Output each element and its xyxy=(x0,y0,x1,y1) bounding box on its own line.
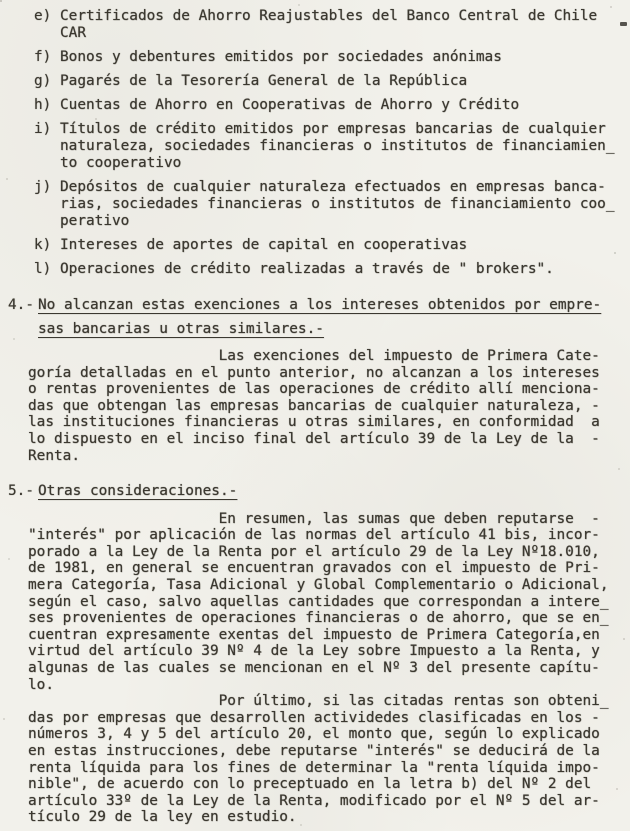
list-item-marker: e) xyxy=(34,8,52,24)
text-line: "interés" por aplicación de las normas del artículo 41 bis, incor- xyxy=(28,527,600,544)
text-line: de 1981, en general se encuentran gravados con el impuesto de Pri- xyxy=(28,560,600,577)
text-line: Bonos y debentures emitidos por sociedades anónimas xyxy=(60,49,502,65)
list-item-j xyxy=(34,179,630,230)
list-item-marker: k) xyxy=(34,237,52,253)
list-item-text xyxy=(60,73,467,90)
scan-edge-mark xyxy=(620,22,627,26)
section-5-paragraph-1 xyxy=(28,511,630,694)
text-line: nible", de acuerdo con lo preceptuado en la letra b) del Nº 2 del xyxy=(28,776,592,793)
list-item-text xyxy=(60,179,615,230)
section-number: 4.- xyxy=(8,297,34,313)
text-line: Depósitos de cualquier naturaleza efectuados en empresas banca- xyxy=(60,179,606,195)
text-line: porado a la Ley de la Renta por el artículo 29 de la Ley Nº18.010, xyxy=(28,543,600,560)
list-item-k xyxy=(34,237,630,254)
text-line: Intereses de aportes de capital en cooperativas xyxy=(60,237,468,253)
text-line: Las exenciones del impuesto de Primera Cate- xyxy=(28,348,600,364)
text-line: según el caso, salvo aquellas cantidades que correspondan a intere̲ xyxy=(28,593,609,610)
text-line: das que obtengan las empresas bancarias de cualquier naturaleza, - xyxy=(28,397,600,414)
text-line: Pagarés de la Tesorería General de la República xyxy=(60,73,468,89)
list-item-text xyxy=(60,8,597,42)
section-5-paragraph-2 xyxy=(28,693,630,826)
text-line: Cuentas de Ahorro en Cooperativas de Ahorro y Crédito xyxy=(60,97,520,113)
paper-noise xyxy=(0,0,2,2)
text-line: renta líquida para los fines de determinar la "renta líquida impo- xyxy=(28,759,600,776)
list-item-text xyxy=(60,121,615,172)
text-line: Operaciones de crédito realizadas a través de " brokers". xyxy=(60,261,554,277)
heading-line: Otras consideraciones.- xyxy=(38,483,238,500)
list-item-marker: f) xyxy=(34,49,52,65)
heading-line: sas bancarias u otras similares.- xyxy=(38,320,324,337)
text-line: En resumen, las sumas que deben reputarse - xyxy=(28,510,600,527)
exemption-list xyxy=(34,8,630,278)
text-line: Títulos de crédito emitidos por empresas bancarias de cualquier xyxy=(60,121,606,137)
section-heading-text xyxy=(38,480,237,504)
list-item-e xyxy=(34,8,630,42)
text-line: virtud del artículo 39 Nº 4 de la Ley sobre Impuesto a la Renta, y xyxy=(28,643,600,660)
list-item-text xyxy=(60,237,467,254)
list-item-marker: i) xyxy=(34,121,52,137)
text-line: o rentas provenientes de las operaciones de crédito allí menciona- xyxy=(28,381,600,398)
section-heading-text xyxy=(38,294,601,341)
text-line: números 3, 4 y 5 del artículo 20, el monto que, según lo explicado xyxy=(28,726,600,743)
text-line: cuentran expresamente exentas del impuesto de Primera Categoría,en xyxy=(28,626,600,643)
section-4-paragraph xyxy=(28,348,630,464)
text-line: goría detalladas en el punto anterior, no alcanzan a los intereses xyxy=(28,364,600,381)
section-number: 5.- xyxy=(8,483,34,500)
heading-line: No alcanzan estas exenciones a los intereses obtenidos por empre- xyxy=(38,297,602,313)
list-item-marker: j) xyxy=(34,179,52,195)
list-item-marker: h) xyxy=(34,97,52,113)
section-4 xyxy=(0,294,630,464)
text-line: Certificados de Ahorro Reajustables del Banco Central de Chile xyxy=(60,8,598,24)
text-line: algunas de las cuales se mencionan en el Nº 3 del presente capítu- xyxy=(28,660,600,676)
list-item-f xyxy=(34,49,630,66)
list-item-marker: g) xyxy=(34,73,52,89)
list-item-text xyxy=(60,49,502,66)
text-line: rias, sociedades financieras o institutos de financiamiento coo̲ xyxy=(60,196,615,212)
section-5-heading xyxy=(8,480,630,504)
text-line: CAR xyxy=(60,25,86,41)
text-line: naturaleza, sociedades financieras o institutos de financiamien̲ xyxy=(60,138,615,154)
text-line: Por último, si las citadas rentas son obteni̲ xyxy=(28,693,609,710)
text-line: perativo xyxy=(60,213,130,229)
text-line: las instituciones financieras u otras similares, en conformidad a xyxy=(28,414,600,431)
text-line: tículo 29 de la ley en estudio. xyxy=(28,809,297,826)
section-4-heading xyxy=(8,294,630,341)
text-line: lo. xyxy=(28,676,54,693)
text-line: ses provenientes de operaciones financieras o de ahorro, que se en̲ xyxy=(28,610,609,627)
list-item-text xyxy=(60,97,519,114)
list-item-g xyxy=(34,73,630,90)
text-line: to cooperativo xyxy=(60,155,182,171)
list-item-h xyxy=(34,97,630,114)
text-line: en estas instrucciones, debe reputarse "interés" se deducirá de la xyxy=(28,742,600,759)
section-5 xyxy=(0,480,630,826)
text-line: das por empresas que desarrollen actividedes clasificadas en los - xyxy=(28,709,600,726)
text-line: Renta. xyxy=(28,447,80,464)
text-line: mera Categoría, Tasa Adicional y Global Complementario o Adicional, xyxy=(28,577,609,594)
text-line: lo dispuesto en el inciso final del artículo 39 de la Ley de la - xyxy=(28,430,600,447)
list-item-i xyxy=(34,121,630,172)
list-item-l xyxy=(34,261,630,278)
list-item-marker: l) xyxy=(34,261,52,277)
text-line: artículo 33º de la Ley de la Renta, modificado por el Nº 5 del ar- xyxy=(28,792,600,809)
list-item-text xyxy=(60,261,554,278)
